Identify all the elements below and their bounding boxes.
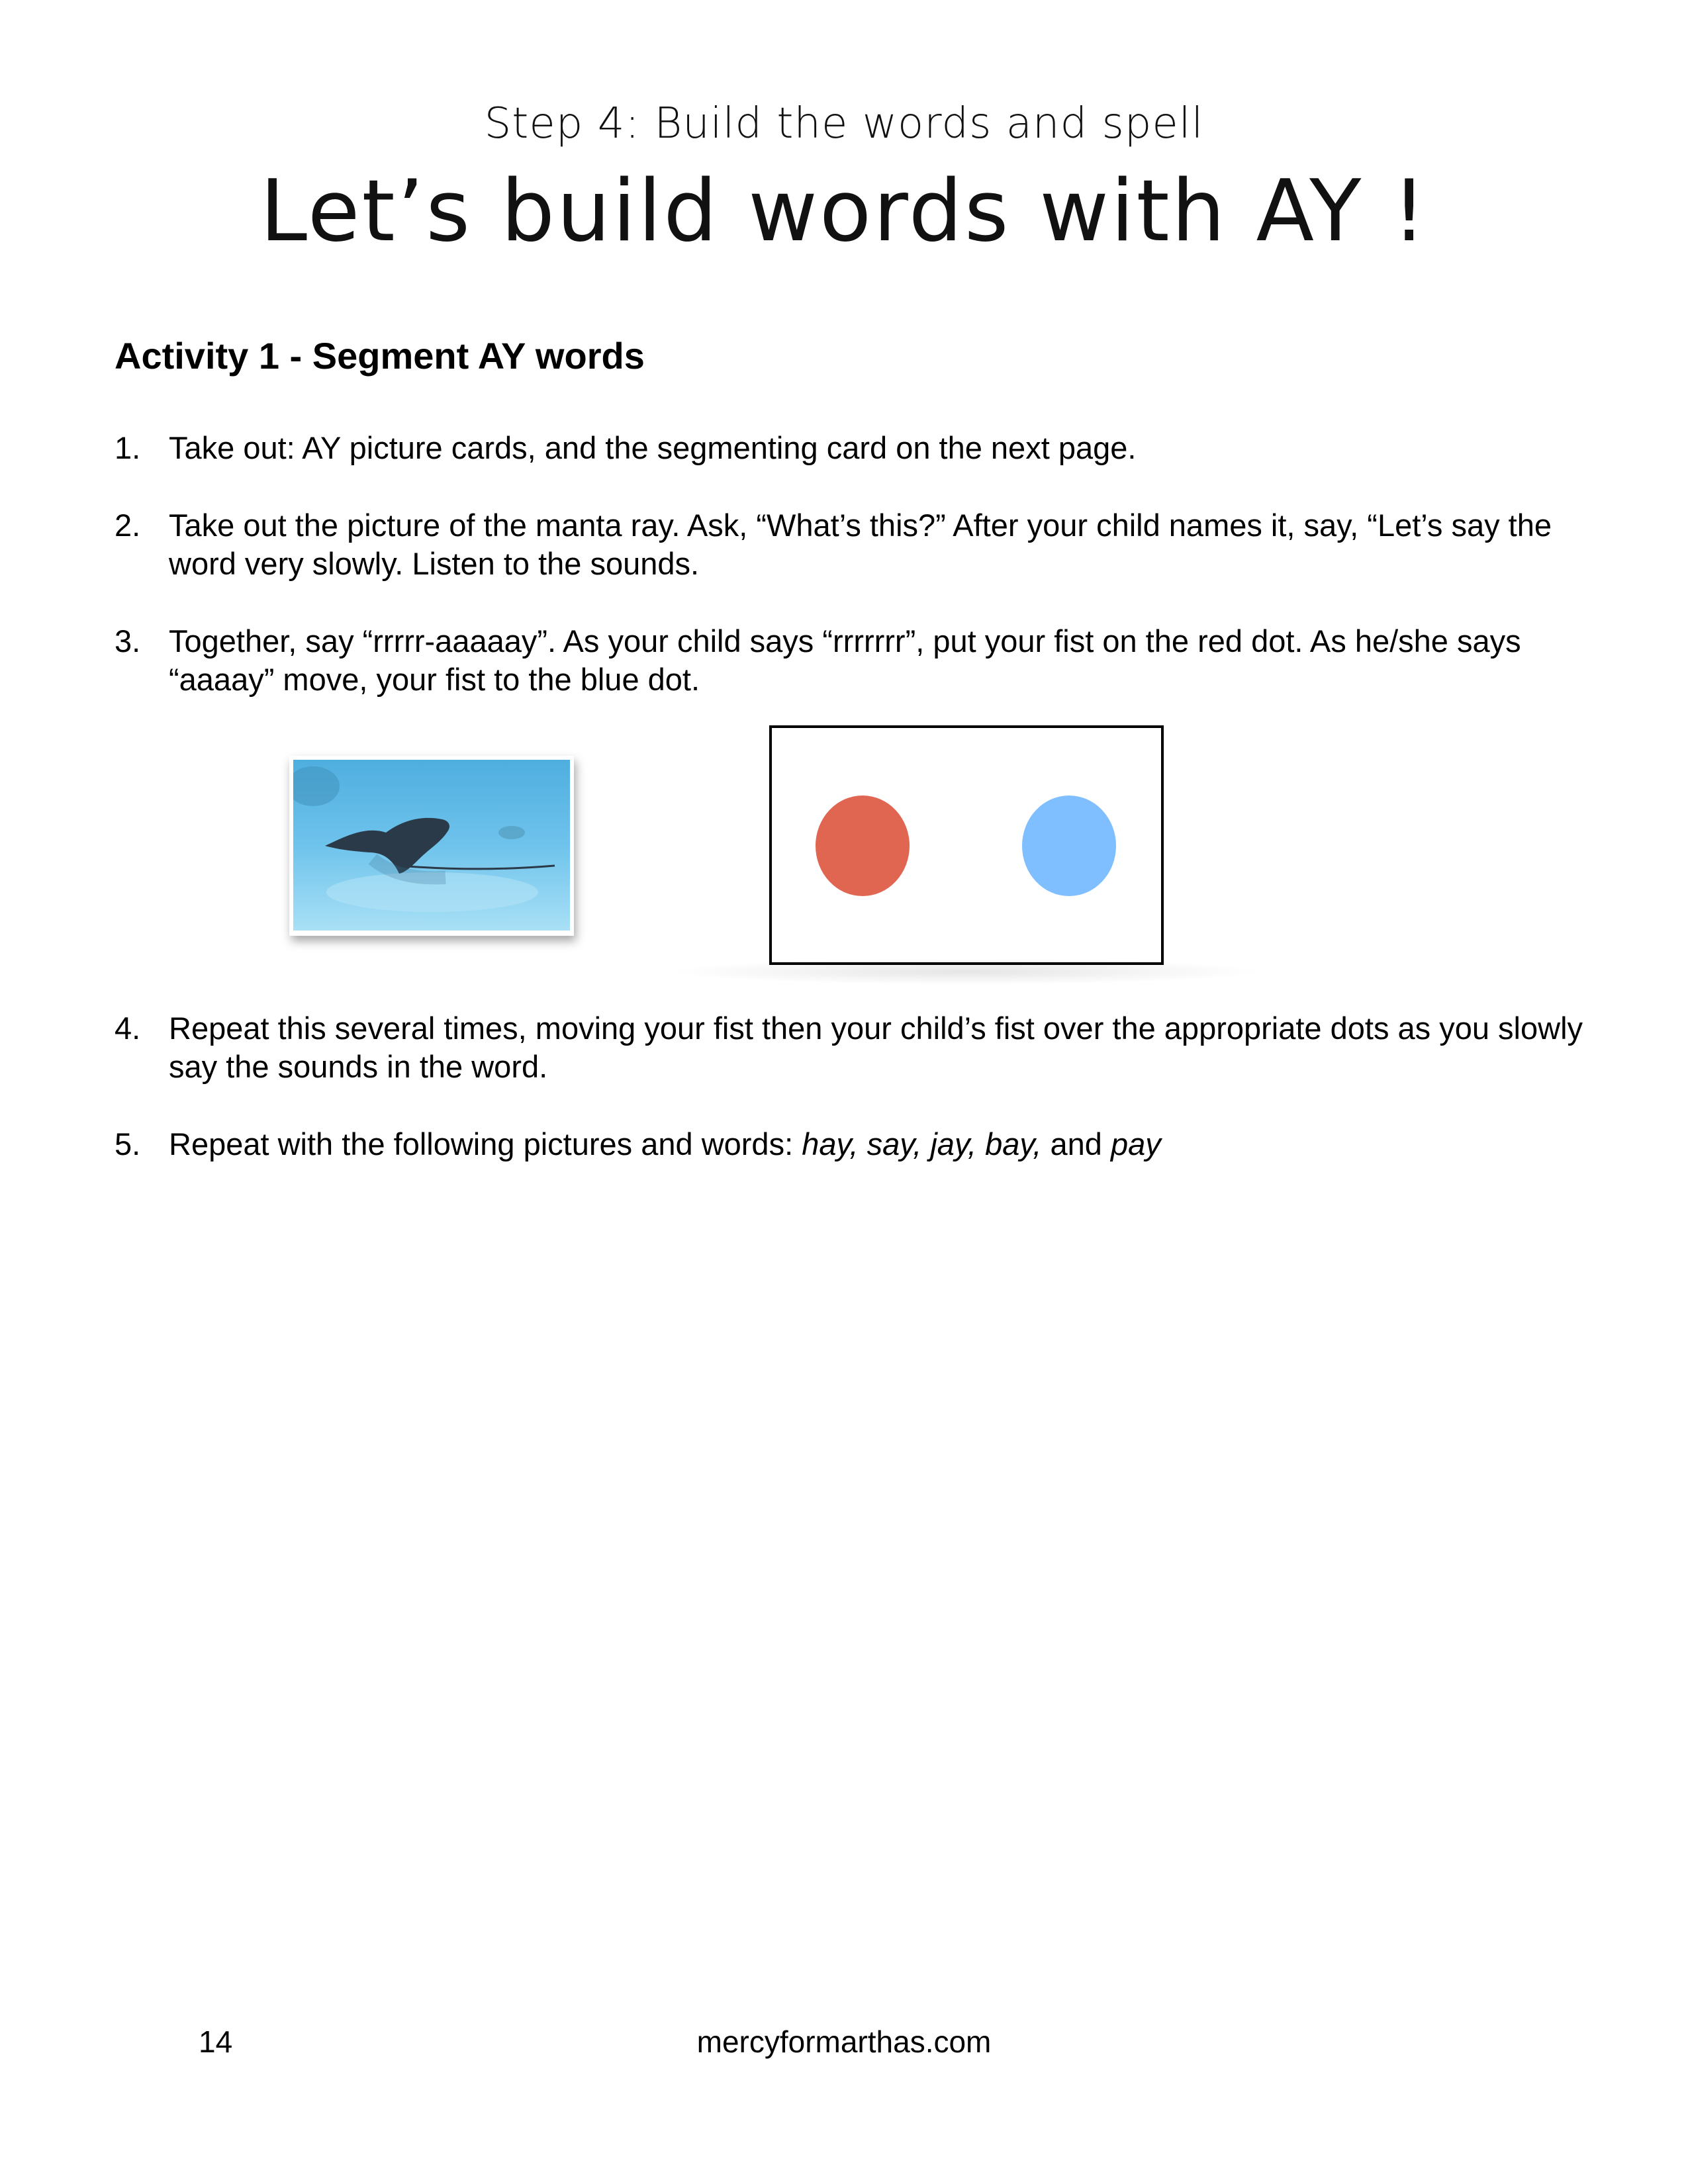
red-dot: [816, 796, 910, 896]
step-number: 4.: [115, 1011, 141, 1046]
card-shadow: [669, 958, 1264, 985]
step-text: [169, 1125, 1591, 1163]
step-number: 3.: [115, 623, 141, 659]
page-number: 14: [199, 2025, 233, 2059]
blue-dot: [1022, 796, 1116, 896]
website-url: mercyformarthas.com: [696, 2025, 992, 2059]
manta-ray-icon: [293, 760, 570, 931]
instruction-step-1: [115, 429, 1591, 467]
step-text: Take out: AY picture cards, and the segmenting card on the next page.: [169, 430, 1137, 465]
word-list: hay, say, jay, bay,: [802, 1126, 1042, 1161]
step-number: 5.: [115, 1126, 141, 1161]
instruction-step-4: [115, 1009, 1591, 1086]
instruction-step-2: [115, 506, 1591, 583]
last-word: pay: [1110, 1126, 1161, 1161]
step-label: Step 4: Build the words and spell: [484, 99, 1204, 148]
step-text: Take out the picture of the manta ray. Ask, “What’s this?” After your child names it, say, “Let’s say the word very slowly. Listen to the sounds.: [169, 508, 1552, 581]
step-text: Repeat this several times, moving your fist then your child’s fist over the appropriate dots as you slowly say the sounds in the word.: [169, 1011, 1583, 1084]
manta-ray-photo: [289, 756, 574, 936]
step-text: Together, say “rrrrr-aaaaay”. As your child says “rrrrrrr”, put your fist on the red dot. As he/she says “aaaay” move, your fist to the blue dot.: [169, 623, 1521, 697]
instruction-step-3: [115, 622, 1591, 699]
page-title: Let’s build words with AY !: [259, 162, 1429, 261]
step-number: 2.: [115, 508, 141, 543]
instruction-step-5: [115, 1125, 1591, 1163]
activity-heading: Activity 1 - Segment AY words: [115, 335, 645, 377]
step-text-prefix: Repeat with the following pictures and words:: [169, 1126, 802, 1161]
step-number: 1.: [115, 430, 141, 465]
segmenting-card: [769, 725, 1164, 965]
connector-text: and: [1041, 1126, 1111, 1161]
